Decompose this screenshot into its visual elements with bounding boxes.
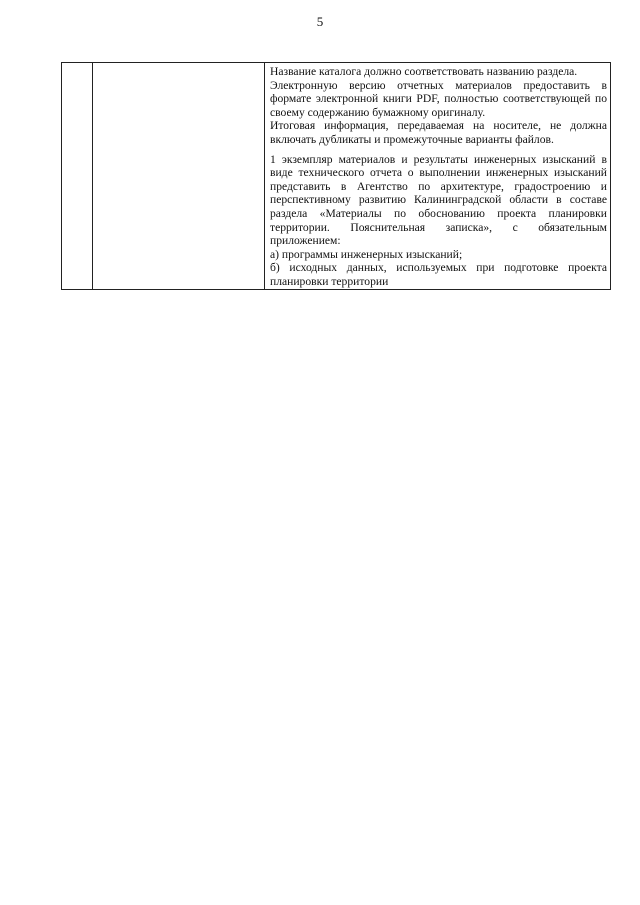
table-cell-number [62,63,93,290]
text-block-catalog [270,65,607,147]
paragraph: Название каталога должно соответствовать названию раздела. [270,65,578,78]
paragraph: б) исходных данных, используемых при подготовке проекта планировки территории [270,261,607,288]
table-cell-content [265,63,611,290]
text-block-report [270,153,607,289]
paragraph: Итоговая информация, передаваемая на носителе, не должна включать дубликаты и промежуточные варианты файлов. [270,119,607,146]
table-row [62,63,611,290]
table-cell-title [93,63,265,290]
paragraph: 1 экземпляр материалов и результаты инженерных изысканий в виде технического отчета о выполнении инженерных изысканий представить в Агентство по архитектуре, градостроению и перспективному развитию Калининградской области в составе раздела «Материалы по обоснованию проекта планировки территории. Пояснительная записка», с обязательным приложением: [270,152,607,248]
paragraph: а) программы инженерных изысканий; [270,247,463,261]
paragraph: Электронную версию отчетных материалов предоставить в формате электронной книги PDF, полностью соответствующей по своему содержанию бумажному оригиналу. [270,78,607,119]
page-number: 5 [316,14,324,29]
requirements-table [61,62,611,290]
